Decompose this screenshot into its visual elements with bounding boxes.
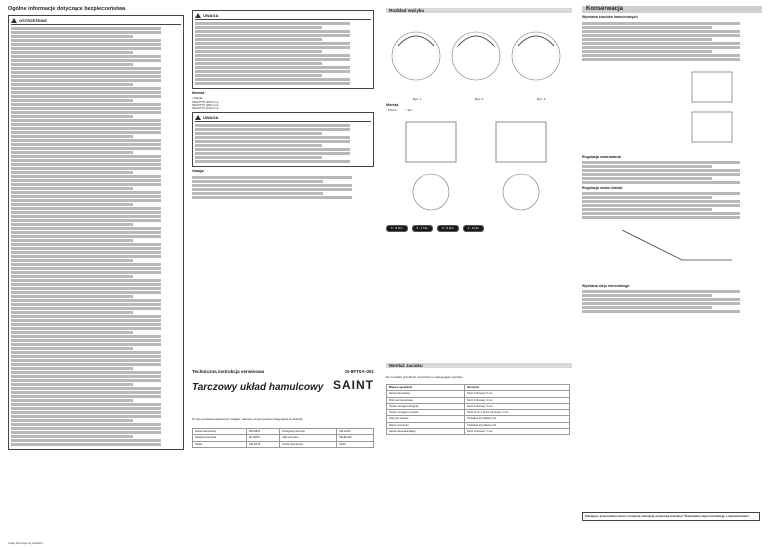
caution-heading: UWAGA [203,12,219,18]
torque-label-4: 4 - 6 Nm [463,225,485,232]
step-2-heading: Regulacja smarowania [582,154,621,159]
tools-table: Miejsce ugniatania Narzędzie Zacisk hamulcowy Klucz imbusowy 5 mm Pokrywa hamulcowa Klucz imbusowy 4 mm Śruba mocująca dźwignię Klucz imbusowy 4 mm Śruba mocująca przewód Klucz 8 mm / Klucz imbusowy 2 mm Pokrywa zacisku Śrubokręt krzyżakowy #1 Złącze przewodu Śrubokręt krzyżakowy #1 Zacisk odpowietrzający Klucz imbusowy 7 mm [386,384,570,435]
figure-label-2: Rys. 2 [474,96,484,101]
torque-label-2: 5 - 7 Nm [412,225,434,232]
advice-heading: Uwaga [192,169,204,174]
step-4-heading: Wymiana oleju mineralnego [582,283,630,288]
column-maintenance [582,0,762,549]
pad-replacement-figure [582,62,762,152]
warning-heading-2: UWAGA [203,115,219,121]
model-3: SM-RT76 (140 mm) [192,106,219,111]
montage-table-title: Do montażu przednich mocowań na następujące wymiary. [386,375,464,379]
product-title: Tarczowy układ hamulcowy [192,382,324,393]
column-mounting [192,0,374,549]
warning-heading: OSTRZEŻENIE [19,17,48,23]
inner-mounting-heading: Montaż [386,102,399,107]
warning-box-2 [192,112,374,167]
torque-label-1: 6 - 8 Nm [386,225,408,232]
doc-code: SI-8FT0A-001 [344,369,374,374]
hose-routing-heading: Rozkład wężyka [386,8,572,13]
tech-title: Techniczna instrukcja serwisowa [192,369,265,374]
model-2: SM-RT76 (180 mm) [192,102,219,107]
step-1-heading: Wymiana klocków hamulcowych [582,15,638,20]
model-1: SM-RT76 (160 mm) [192,99,219,104]
figure-label-3: Rys. 3 [536,96,546,101]
mount-models-label: • Piasta [192,96,203,101]
footnote-box: Pamiętaj o przeczytaniu razem z niniejszą instrukcją serwisową instrukcji "Śrubowanie oleju mineralnego i odpowietrzanie". [582,512,760,521]
warning-text-block [11,27,181,446]
components-table: Zacisk hamulcowy BR-M810 Dźwignia przerzutki SM-HU40 Dźwignia hamulca BL-M810 Wąż hamulca SM-BH-ML Piasta SM-RT76 Klocki hamulcowe G01S [192,428,374,448]
front-label: ‹ Przód › [386,108,398,113]
rear-label: ‹ Tył › [405,108,413,113]
column-hose-routing [386,0,572,549]
torque-label-3: 6 - 8 Nm [437,225,459,232]
column-general-safety [8,0,184,549]
caution-icon [195,13,201,18]
montage-heading: Montaż zacisku [386,363,572,368]
stroke-adjust-figure [582,220,762,280]
maintenance-heading: Konserwacja [582,6,762,13]
page-title: Ogólne informacje dotyczące bezpieczeństwa [8,6,126,12]
warning-icon-2 [195,115,201,120]
mounting-heading: Montaż [192,91,205,95]
hose-routing-figures [386,16,572,96]
caliper-mounting-figure [386,112,572,222]
footer-note: Uwagi dotyczące tej publikacji [8,541,43,545]
warning-box [8,15,184,450]
figure-label-1: Rys. 1 [412,96,422,101]
in-use-text: W celu uzyskania najlepszych osiągów, zalecamy wykorzystanie następującej kombinacji. [192,417,303,421]
step-3-heading: Regulacja skoku klamki [582,186,623,191]
caution-box [192,10,374,89]
brand-logo: SAINT [333,378,374,392]
warning-icon [11,18,17,23]
